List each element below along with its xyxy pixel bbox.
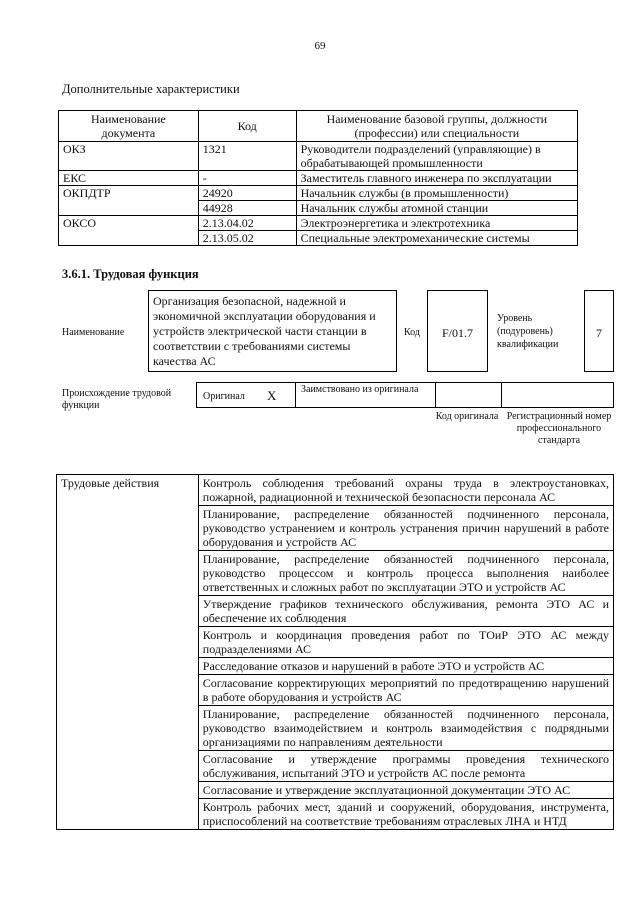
list-item: Утверждение графиков технического обслуживания, ремонта ЭТО АС и обеспечение их соблюдения [198, 596, 613, 627]
divider [295, 383, 296, 407]
table-row [59, 142, 578, 171]
table-header-row [59, 111, 578, 142]
list-item: Контроль рабочих мест, зданий и сооружений, оборудования, инструмента, приспособлений на соответствие требованиям отраслевых ЛНА и НТД [198, 799, 613, 830]
list-item: Контроль соблюдения требований охраны труда в электроустановках, пожарной, радиационной и технической безопасности персонала АС [198, 475, 613, 506]
name-cell: Специальные электромеханические системы [296, 231, 577, 246]
list-item: Расследование отказов и нарушений в работе ЭТО и устройств АС [198, 658, 613, 675]
name-cell: Начальник службы (в промышленности) [296, 186, 577, 201]
list-item: Согласование и утверждение программы проведения технического обслуживания, испытаний ЭТО и устройств АС после ремонта [198, 751, 613, 782]
reg-number-caption: Регистрационный номер профессионального стандарта [506, 411, 612, 446]
header-group-name: Наименование базовой группы, должности (профессии) или специальности [296, 111, 577, 142]
labor-actions-label: Трудовые действия [57, 475, 199, 830]
code-cell: 44928 [198, 201, 296, 216]
header-document: Наименование документа [59, 111, 199, 142]
origin-label: Происхождение трудовой функции [62, 388, 172, 411]
page-number: 69 [314, 40, 326, 52]
table-row [59, 216, 578, 231]
name-cell: Руководители подразделений (управляющие) в обрабатывающей промышленности [296, 142, 577, 171]
doc-cell: ОКСО [59, 216, 199, 246]
labor-actions-table [56, 474, 614, 830]
table-row [59, 171, 578, 186]
code-original-caption: Код оригинала [435, 411, 499, 422]
doc-cell: ОКЗ [59, 142, 199, 171]
original-mark: X [267, 388, 277, 403]
table-row [59, 186, 578, 201]
name-label: Наименование [62, 327, 125, 338]
code-label: Код [404, 327, 420, 338]
code-cell: 2.13.04.02 [198, 216, 296, 231]
code-cell: 1321 [198, 142, 296, 171]
table-row [57, 475, 614, 506]
doc-cell: ОКПДТР [59, 186, 199, 216]
list-item: Согласование корректирующих мероприятий по предотвращению нарушений в работе оборудования и устройств АС [198, 675, 613, 706]
name-cell: Начальник службы атомной станции [296, 201, 577, 216]
level-label: Уровень (подуровень) квалификации [497, 313, 559, 350]
additional-characteristics-table [58, 110, 578, 246]
divider [501, 383, 502, 407]
name-cell: Заместитель главного инженера по эксплуатации [296, 171, 577, 186]
origin-table [196, 382, 614, 408]
labor-function-heading: 3.6.1. Трудовая функция [62, 267, 199, 281]
doc-cell: ЕКС [59, 171, 199, 186]
divider [435, 383, 436, 407]
list-item: Согласование и утверждение эксплуатационной документации ЭТО АС [198, 782, 613, 799]
code-cell: 24920 [198, 186, 296, 201]
borrowed-label: Заимствовано из оригинала [301, 384, 419, 395]
code-cell: - [198, 171, 296, 186]
level-box: 7 [584, 290, 614, 372]
header-code: Код [198, 111, 296, 142]
original-label: Оригинал [203, 391, 245, 402]
additional-characteristics-title: Дополнительные характеристики [62, 82, 240, 96]
list-item: Планирование, распределение обязанностей подчиненного персонала, руководство устранением и контроль устранения причин нарушений в работе оборудования и устройств АС [198, 506, 613, 551]
name-cell: Электроэнергетика и электротехника [296, 216, 577, 231]
list-item: Контроль и координация проведения работ по ТОиР ЭТО АС между подразделениями АС [198, 627, 613, 658]
function-name-box: Организация безопасной, надежной и экономичной эксплуатации оборудования и устройств электрической части станции в соответствии с требованиями системы качества АС [148, 290, 397, 372]
code-cell: 2.13.05.02 [198, 231, 296, 246]
function-code-box: F/01.7 [427, 290, 488, 372]
list-item: Планирование, распределение обязанностей подчиненного персонала, руководство процессом и контроль процесса выполнения наиболее ответственных и сложных работ по эксплуатации ЭТО и устройств АС [198, 551, 613, 596]
list-item: Планирование, распределение обязанностей подчиненного персонала, руководство взаимодействием и контроль взаимодействия с подрядными организациями по направлениям деятельности [198, 706, 613, 751]
